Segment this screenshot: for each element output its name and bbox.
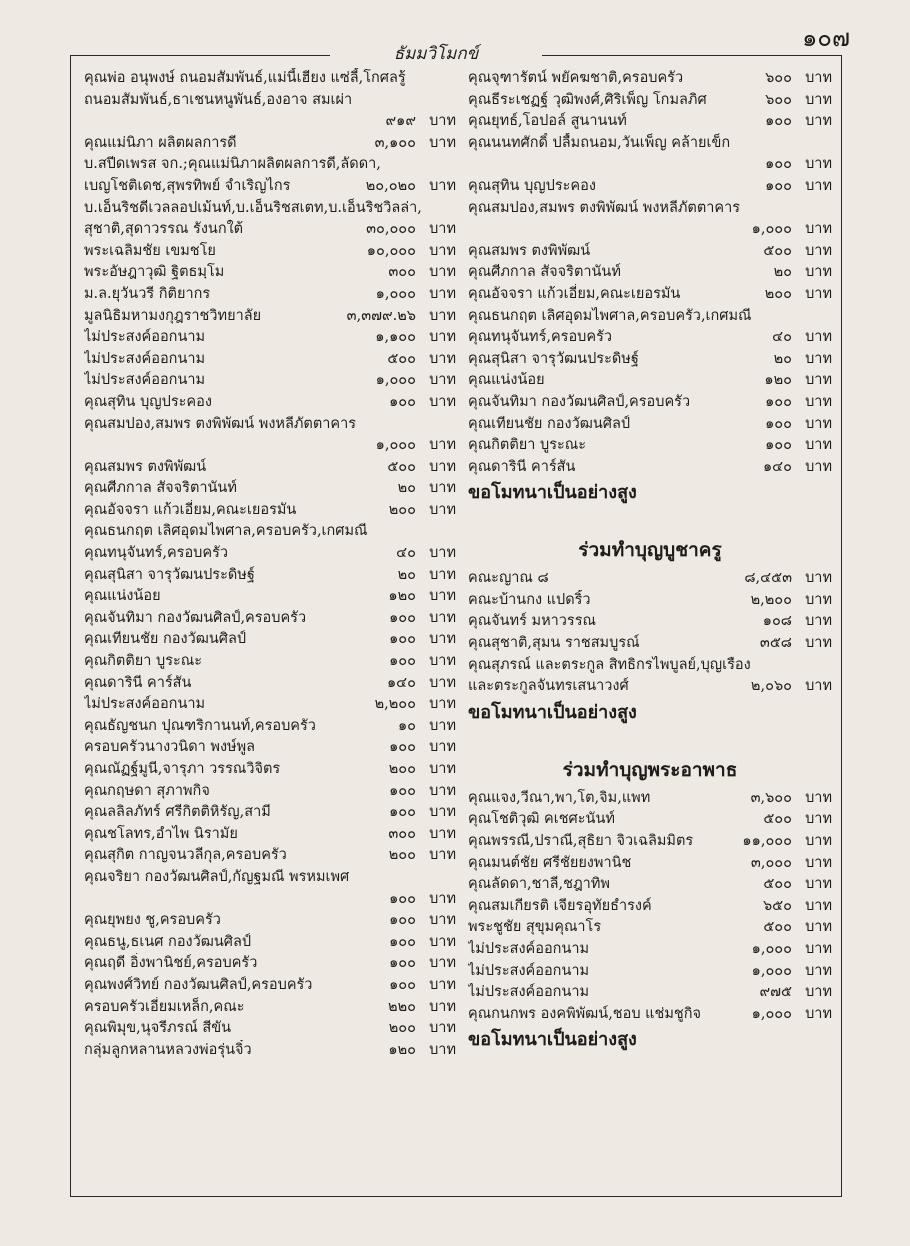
donor-row: [468, 831, 832, 853]
donor-row: [84, 694, 456, 716]
donor-row: [468, 241, 832, 263]
donor-row: [468, 262, 832, 284]
donor-name: คุณศีภกาล สัจจริตานันท์: [84, 480, 237, 497]
donor-name: คุณมนต์ชัย ศรีชัยยงพานิช: [468, 854, 632, 871]
donor-row: [468, 370, 832, 392]
donor-row: [468, 68, 832, 90]
currency-unit: บาท: [429, 242, 456, 259]
donor-name: คุณพิมุข,นุจรีภรณ์ สีขัน: [84, 1020, 232, 1037]
donation-amount: ๓๕๘: [759, 635, 792, 652]
donation-amount: ๕๐๐: [763, 919, 792, 936]
donation-amount: ๑๐๐: [389, 393, 416, 410]
currency-unit: บาท: [429, 955, 456, 972]
donation-amount: ๒๐,๐๒๐: [365, 177, 416, 194]
donation-amount: ๔๐: [396, 545, 416, 562]
donor-name: คุณทนุจันทร์,ครอบครัว: [84, 545, 229, 562]
currency-unit: บาท: [429, 609, 456, 626]
donor-row: [468, 349, 832, 371]
donor-name: คุณอัจจรา แก้วเอี่ยม,คณะเยอรมัน: [468, 285, 681, 302]
donor-name: คุณจันทร์ มหาวรรณ: [468, 613, 596, 630]
donor-name: คุณสุนิสา จารุวัฒนประดิษฐ์: [468, 350, 639, 367]
donor-name: คุณเทียนชัย กองวัฒนศิลป์: [84, 631, 247, 648]
currency-unit: บาท: [805, 1005, 832, 1022]
donor-name: และตระกูลจันทรเสนาวงศ์: [468, 678, 629, 695]
currency-unit: บาท: [805, 393, 832, 410]
currency-unit: บาท: [429, 566, 456, 583]
currency-unit: บาท: [805, 372, 832, 389]
donor-row: [84, 327, 456, 349]
currency-unit: บาท: [805, 113, 832, 130]
donor-name-line: คุณธนกฤต เลิศอุดมไพศาล,ครอบครัว,เกศมณี: [84, 523, 368, 540]
donor-row: [84, 716, 456, 738]
currency-unit: บาท: [429, 890, 456, 907]
donor-name: ไม่ประสงค์ออกนาม: [468, 962, 590, 979]
donation-amount: ๓,๐๐๐: [750, 854, 792, 871]
donation-amount: ๑,๐๐๐: [751, 962, 792, 979]
donor-row: [84, 1018, 456, 1040]
currency-unit: บาท: [805, 329, 832, 346]
donor-amount-line: [468, 219, 832, 241]
currency-unit: บาท: [429, 1041, 456, 1058]
donor-row: [84, 219, 456, 241]
currency-unit: บาท: [805, 177, 832, 194]
currency-unit: บาท: [429, 588, 456, 605]
currency-unit: บาท: [429, 739, 456, 756]
donation-amount: ๙๗๕: [759, 984, 792, 1001]
donor-name: คุณสุทิน บุญประคอง: [84, 393, 212, 410]
donation-amount: ๔๐: [772, 329, 792, 346]
donor-name: ไม่ประสงค์ออกนาม: [84, 329, 206, 346]
donor-name: คุณลัดดา,ชาลี,ชฎาทิพ: [468, 876, 610, 893]
donor-row: [84, 845, 456, 867]
donor-name: คุณธัญชนก ปุณฑริกานนท์,ครอบครัว: [84, 717, 316, 734]
donor-row: [84, 824, 456, 846]
donation-amount: ๑๔๐: [762, 458, 792, 475]
currency-unit: บาท: [805, 941, 832, 957]
donation-amount: ๑๐๐: [389, 955, 416, 972]
currency-unit: บาท: [429, 782, 456, 799]
donor-name: คุณจุฑารัตน์ พยัคฆชาติ,ครอบครัว: [468, 70, 684, 86]
donation-amount: ๕๐๐: [763, 811, 792, 828]
donor-name: ไม่ประสงค์ออกนาม: [84, 350, 206, 367]
donor-row: [84, 262, 456, 284]
donor-row: [468, 939, 832, 961]
donor-row: [84, 608, 456, 630]
donation-amount: ๑๐๐: [389, 782, 416, 799]
donation-amount: ๒,๒๐๐: [750, 591, 792, 608]
donor-row: [84, 975, 456, 997]
thanks-note: ขอโมทนาเป็นอย่างสูง: [468, 701, 637, 723]
currency-unit: บาท: [429, 480, 456, 497]
currency-unit: บาท: [805, 350, 832, 367]
donor-row: [84, 565, 456, 587]
donor-name: คุณยุพยง ชู,ครอบครัว: [84, 912, 221, 929]
donor-name: คุณเทียนชัย กองวัฒนศิลป์: [468, 415, 631, 432]
left-column: [84, 68, 456, 1061]
currency-unit: บาท: [805, 811, 832, 828]
donor-row: [468, 917, 832, 939]
donor-name: คุณฤดี อิ่งพานิชย์,ครอบครัว: [84, 955, 258, 972]
donor-row: [84, 673, 456, 695]
currency-unit: บาท: [429, 847, 456, 864]
donor-row: [84, 478, 456, 500]
donation-amount: ๓๐๐: [388, 825, 416, 842]
currency-unit: บาท: [429, 307, 456, 324]
donor-row: [84, 997, 456, 1019]
donation-amount: ๒๐๐: [388, 761, 416, 777]
donation-amount: ๓๐,๐๐๐: [366, 221, 416, 238]
donor-row: [468, 392, 832, 414]
donor-row: [84, 802, 456, 824]
donation-amount: ๑๐,๐๐๐: [366, 242, 416, 259]
currency-unit: บาท: [805, 789, 832, 806]
donor-name: คุณแน่งน้อย: [468, 372, 545, 389]
currency-unit: บาท: [805, 591, 832, 608]
donor-name: คุณยุทธ์,โอปอล์ สูนานนท์: [468, 113, 627, 130]
donor-row: [468, 633, 832, 655]
currency-unit: บาท: [429, 998, 456, 1015]
currency-unit: บาท: [429, 285, 456, 302]
donor-name: กลุ่มลูกหลานหลวงพ่อรุ่นจิ๋ว: [84, 1041, 252, 1058]
donor-name: คุณชโลทร,อำไพ นิรามัย: [84, 825, 238, 842]
donor-row: [468, 611, 832, 633]
donor-row: [84, 737, 456, 759]
donation-amount: ๑๐๐: [765, 393, 792, 410]
donor-row: [468, 435, 832, 457]
donor-name-line: คุณสมปอง,สมพร ตงพิพัฒน์ พงหลีภัตตาคาร: [84, 415, 357, 432]
donation-amount: ๑๐๐: [389, 739, 416, 756]
currency-unit: บาท: [805, 984, 832, 1001]
currency-unit: บาท: [805, 919, 832, 936]
currency-unit: บาท: [429, 1020, 456, 1037]
donor-row: [468, 676, 832, 698]
donor-row: [84, 910, 456, 932]
donor-row: [468, 284, 832, 306]
donation-amount: ๑๐๐: [389, 933, 416, 950]
donor-row: [84, 133, 456, 155]
donation-amount: ๑,๐๐๐: [751, 1005, 792, 1022]
donor-row: [468, 176, 832, 198]
donor-name: ไม่ประสงค์ออกนาม: [468, 941, 590, 957]
donor-name: คุณโชติวุฒิ คเชศะนันท์: [468, 811, 615, 828]
donor-name: คุณสมเกียรติ เจียรอุทัยธำรงค์: [468, 897, 652, 914]
donor-name: คุณลลิลภัทร์ ศรีกิตติหิรัญ,สามี: [84, 804, 271, 821]
donation-amount: ๕๐๐: [387, 350, 416, 367]
donor-name: คุณกิตติยา บูระณะ: [84, 653, 203, 670]
donor-name: คุณพรรณี,ปราณี,สุธิยา จิวเฉลิมมิตร: [468, 833, 694, 850]
donor-name: คุณแม่นิภา ผลิตผลการดี: [84, 134, 237, 151]
currency-unit: บาท: [429, 350, 456, 367]
currency-unit: บาท: [805, 221, 832, 238]
donation-amount: ๑๐๐: [389, 890, 416, 907]
donor-amount-line: [468, 154, 832, 176]
currency-unit: บาท: [805, 91, 832, 108]
currency-unit: บาท: [805, 613, 832, 630]
donor-name: คุณธนู,ธเนศ กองวัฒนศิลป์: [84, 933, 252, 950]
donation-amount: ๑,๐๐๐: [751, 941, 792, 957]
thanks-note: ขอโมทนาเป็นอย่างสูง: [468, 482, 637, 504]
donor-row: [468, 90, 832, 112]
donation-amount: ๑๐: [397, 717, 416, 734]
currency-unit: บาท: [805, 833, 832, 850]
donor-name: คุณสมพร ตงพิพัฒน์: [468, 242, 591, 259]
donation-amount: ๕๐๐: [763, 242, 792, 259]
donation-amount: ๑,๑๐๐: [375, 329, 416, 346]
donor-name: คณะญาณ ๘: [468, 570, 549, 587]
donor-name: ครอบครัวเอี่ยมเหล็ก,คณะ: [84, 998, 245, 1015]
donor-row: [468, 111, 832, 133]
donor-row: [468, 327, 832, 349]
donor-name: คุณศีภกาล สัจจริตานันท์: [468, 264, 621, 281]
journal-title: ธัมมวิโมกข์: [330, 40, 542, 67]
donor-name: คุณสุทิน บุญประคอง: [468, 177, 596, 194]
donor-name: คุณจันทิมา กองวัฒนศิลป์,ครอบครัว: [84, 609, 307, 626]
donor-name: พระเฉลิมชัย เขมชโย: [84, 242, 216, 259]
currency-unit: บาท: [429, 933, 456, 950]
donation-amount: ๕๐๐: [763, 876, 792, 893]
donation-amount: ๒๐: [773, 350, 792, 367]
currency-unit: บาท: [429, 113, 456, 130]
donation-amount: ๑๐๐: [389, 653, 416, 670]
currency-unit: บาท: [805, 415, 832, 432]
currency-unit: บาท: [429, 976, 456, 993]
donation-amount: ๑,๐๐๐: [375, 372, 416, 389]
donor-name: คุณธีระเชฏฐ์ วุฒิพงศ์,ศิริเพ็ญ โกมลภิศ: [468, 91, 707, 108]
donor-amount-line: [84, 435, 456, 457]
donor-row: [84, 500, 456, 522]
donation-amount: ๑๔๐: [386, 674, 416, 691]
currency-unit: บาท: [805, 285, 832, 302]
donor-row: [84, 953, 456, 975]
donation-amount: ๕๐๐: [387, 458, 416, 475]
donor-row: [468, 896, 832, 918]
currency-unit: บาท: [805, 854, 832, 871]
donation-amount: ๑๐๐: [389, 976, 416, 993]
currency-unit: บาท: [429, 437, 456, 454]
donation-amount: ๑๐๐: [765, 113, 792, 130]
donor-row: [84, 284, 456, 306]
donation-amount: ๑๐๐: [765, 156, 792, 173]
currency-unit: บาท: [429, 717, 456, 734]
donor-row: [84, 176, 456, 198]
donation-amount: ๑๐๐: [765, 415, 792, 432]
currency-unit: บาท: [429, 912, 456, 929]
donor-name-line: คุณนนทศักดิ์ ปลื้มถนอม,วันเพ็ญ คล้ายเข็ก: [468, 134, 731, 151]
donor-row: [468, 414, 832, 436]
donor-name: ไม่ประสงค์ออกนาม: [84, 696, 206, 713]
donation-amount: ๒,๐๖๐: [750, 678, 792, 695]
currency-unit: บาท: [429, 674, 456, 691]
currency-unit: บาท: [805, 962, 832, 979]
currency-unit: บาท: [805, 458, 832, 475]
donation-amount: ๑,๐๐๐: [375, 285, 416, 302]
donor-name-line: คุณสมปอง,สมพร ตงพิพัฒน์ พงหลีภัตตาคาร: [468, 199, 741, 216]
donor-name: คณะบ้านกง แปดริ้ว: [468, 591, 591, 608]
donor-row: [468, 809, 832, 831]
donor-row: [84, 1040, 456, 1062]
donor-name: คุณสุนิสา จารุวัฒนประดิษฐ์: [84, 566, 255, 583]
donor-row: [468, 788, 832, 810]
donor-name: คุณสุชาติ,สุมน ราชสมบูรณ์: [468, 635, 640, 652]
donation-amount: ๑๑,๐๐๐: [742, 833, 792, 850]
donation-amount: ๖๐๐: [765, 91, 792, 108]
donor-row: [468, 457, 832, 479]
currency-unit: บาท: [805, 242, 832, 259]
donation-amount: ๙๑๙: [385, 113, 416, 130]
donor-name: คุณพงศ์วิทย์ กองวัฒนศิลป์,ครอบครัว: [84, 976, 313, 993]
thanks-note: ขอโมทนาเป็นอย่างสูง: [468, 1029, 637, 1051]
donation-amount: ๒๐๐: [388, 1020, 416, 1037]
donor-name: คุณแจง,วีณา,พา,โต,จิม,แพท: [468, 789, 651, 806]
donor-row: [84, 651, 456, 673]
currency-unit: บาท: [805, 897, 832, 914]
page-number: ๑๐๗: [802, 24, 850, 52]
donation-amount: ๑๒๐: [388, 588, 416, 605]
currency-unit: บาท: [805, 70, 832, 86]
donor-row: [84, 629, 456, 651]
donor-row: [84, 759, 456, 781]
currency-unit: บาท: [429, 177, 456, 194]
donation-amount: ๑๒๐: [764, 372, 792, 389]
donation-amount: ๒๐: [397, 480, 416, 497]
currency-unit: บาท: [429, 393, 456, 410]
donor-name: สุชาติ,สุดาวรรณ รังนกใต้: [84, 221, 244, 238]
donation-amount: ๒๐๐: [388, 847, 416, 864]
donor-name: พระชูชัย สุขุมคุณาโร: [468, 919, 602, 936]
donor-amount-line: [84, 111, 456, 133]
donor-row: [84, 306, 456, 328]
currency-unit: บาท: [805, 635, 832, 652]
donor-name: ครอบครัวนางวนิดา พงษ์พูล: [84, 739, 256, 756]
donation-amount: ๖๕๐: [762, 897, 792, 914]
donor-name: คุณดารินี คาร์สัน: [468, 458, 576, 475]
currency-unit: บาท: [805, 570, 832, 587]
currency-unit: บาท: [429, 134, 456, 151]
currency-unit: บาท: [429, 221, 456, 238]
donor-row: [468, 590, 832, 612]
donation-amount: ๒๐๐: [388, 501, 416, 518]
section-heading: ร่วมทำบุญบูชาครู: [578, 539, 722, 562]
donation-amount: ๑๐๐: [389, 631, 416, 648]
donor-name: คุณกนกพร องคพิพัฒน์,ชอบ แช่มชูกิจ: [468, 1005, 702, 1022]
donor-row: [468, 1004, 832, 1026]
donor-row: [84, 543, 456, 565]
currency-unit: บาท: [805, 437, 832, 454]
donor-name-line: บ.สปีดเพรส จก.;คุณแม่นิภาผลิตผลการดี,ลัดดา,: [84, 156, 381, 173]
donation-amount: ๘,๔๕๓: [744, 570, 792, 587]
donation-amount: ๒๐๐: [764, 285, 792, 302]
donor-name: คุณกฤษดา สุภาพกิจ: [84, 782, 210, 799]
currency-unit: บาท: [429, 804, 456, 821]
donor-name: ม.ล.ยุวันวรี กิติยากร: [84, 285, 211, 302]
donation-amount: ๑๐๐: [389, 609, 416, 626]
donation-amount: ๓๐๐: [388, 264, 416, 281]
donor-name-line: คุณธนกฤต เลิศอุดมไพศาล,ครอบครัว,เกศมณี: [468, 307, 752, 324]
donor-name: คุณสมพร ตงพิพัฒน์: [84, 458, 207, 475]
currency-unit: บาท: [429, 653, 456, 670]
currency-unit: บาท: [429, 825, 456, 842]
donor-row: [468, 874, 832, 896]
donor-name: คุณแน่งน้อย: [84, 588, 161, 605]
donation-amount: ๒๒๐: [388, 998, 416, 1015]
donor-row: [468, 853, 832, 875]
donation-amount: ๑๒๐: [388, 1041, 416, 1058]
section-heading: ร่วมทำบุญพระอาพาธ: [562, 758, 738, 781]
donor-name-line: คุณสุภรณ์ และตระกูล สิทธิกรไพบูลย์,บุญเรือง: [468, 656, 751, 673]
donor-name: คุณทนุจันทร์,ครอบครัว: [468, 329, 613, 346]
currency-unit: บาท: [429, 501, 456, 518]
donor-name: คุณจันทิมา กองวัฒนศิลป์,ครอบครัว: [468, 393, 691, 410]
donor-row: [84, 370, 456, 392]
currency-unit: บาท: [805, 876, 832, 893]
currency-unit: บาท: [429, 696, 456, 713]
right-column: [468, 68, 832, 1053]
donor-row: [84, 586, 456, 608]
donation-amount: ๖๐๐: [765, 70, 792, 86]
donor-row: [84, 457, 456, 479]
donor-row: [84, 349, 456, 371]
donor-row: [84, 241, 456, 263]
donor-name: เบญโชติเดช,สุพรทิพย์ จำเริญไกร: [84, 177, 291, 194]
donation-amount: ๒,๒๐๐: [374, 696, 416, 713]
donation-amount: ๑,๐๐๐: [751, 221, 792, 238]
donor-amount-line: [84, 889, 456, 911]
donor-row: [468, 568, 832, 590]
donation-amount: ๑,๐๐๐: [375, 437, 416, 454]
donor-name: ไม่ประสงค์ออกนาม: [84, 372, 206, 389]
donation-amount: ๓,๖๐๐: [750, 789, 792, 806]
donor-name: คุณอัจจรา แก้วเอี่ยม,คณะเยอรมัน: [84, 501, 297, 518]
currency-unit: บาท: [429, 458, 456, 475]
currency-unit: บาท: [429, 545, 456, 562]
donation-amount: ๓,๓๗๙.๒๖: [346, 307, 416, 324]
currency-unit: บาท: [805, 156, 832, 173]
donor-name-line: บ.เอ็นริชดีเวลลอปเม้นท์,บ.เอ็นริชสเตท,บ.เอ็นริชวิลล่า,: [84, 199, 422, 216]
donor-name: คุณสุกิต กาญจนวลีกุล,ครอบครัว: [84, 847, 287, 864]
donor-name-line: คุณพ่อ อนุพงษ์ ถนอมสัมพันธ์,แม่นี้เฮียง แซ่ลี้,โกศลรู้: [84, 70, 406, 86]
donation-amount: ๑๐๐: [765, 177, 792, 194]
donor-name: คุณณัฏฐ์มูนี,จารุภา วรรณวิจิตร: [84, 761, 281, 777]
donor-row: [84, 781, 456, 803]
donor-name: มูลนิธิมหามงกุฎราชวิทยาลัย: [84, 307, 262, 324]
donor-row: [84, 392, 456, 414]
donor-name: คุณกิตติยา บูระณะ: [468, 437, 587, 454]
donor-row: [468, 982, 832, 1004]
donation-amount: ๑๐๐: [389, 912, 416, 929]
donation-amount: ๑๐๐: [389, 804, 416, 821]
currency-unit: บาท: [429, 264, 456, 281]
currency-unit: บาท: [805, 678, 832, 695]
donation-amount: ๒๐: [773, 264, 792, 281]
donor-name: พระอัษฎาวุฒิ ฐิตธมฺโม: [84, 264, 225, 281]
currency-unit: บาท: [429, 761, 456, 777]
currency-unit: บาท: [805, 264, 832, 281]
donation-amount: ๑๐๐: [765, 437, 792, 454]
currency-unit: บาท: [429, 372, 456, 389]
donor-name-line: คุณจริยา กองวัฒนศิลป์,กัญฐมณี พรหมเพศ: [84, 868, 350, 885]
donor-row: [84, 932, 456, 954]
currency-unit: บาท: [429, 631, 456, 648]
donor-name: ไม่ประสงค์ออกนาม: [468, 984, 590, 1001]
donation-amount: ๒๐: [397, 566, 416, 583]
donation-amount: ๑๐๘: [762, 613, 792, 630]
currency-unit: บาท: [429, 329, 456, 346]
donor-name-line: ถนอมสัมพันธ์,ธาเชนหนูพันธ์,องอาจ สมเผ่า: [84, 91, 353, 108]
donation-amount: ๓,๑๐๐: [374, 134, 416, 151]
donor-row: [468, 961, 832, 983]
donor-name: คุณดารินี คาร์สัน: [84, 674, 192, 691]
